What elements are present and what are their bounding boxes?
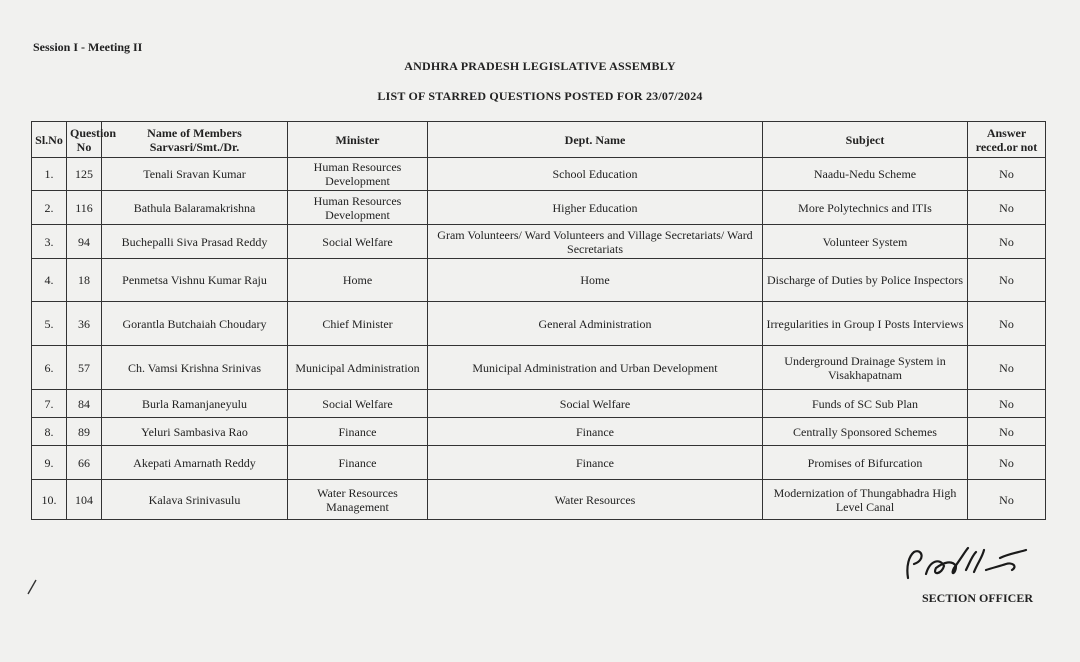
cell-member: Penmetsa Vishnu Kumar Raju <box>102 259 288 302</box>
cell-qno: 104 <box>67 480 102 520</box>
cell-minister: Finance <box>288 418 428 446</box>
cell-answer: No <box>968 302 1046 346</box>
cell-qno: 94 <box>67 225 102 259</box>
cell-subject: Centrally Sponsored Schemes <box>763 418 968 446</box>
cell-answer: No <box>968 446 1046 480</box>
header-members <box>102 122 288 158</box>
header-question-no: Question No <box>67 122 102 158</box>
questions-table <box>31 121 1046 520</box>
signature <box>900 538 1065 590</box>
table-row <box>32 446 1046 480</box>
header-members-line1: Name of Members <box>147 125 242 140</box>
cell-qno: 57 <box>67 346 102 390</box>
cell-answer: No <box>968 259 1046 302</box>
cell-member: Buchepalli Siva Prasad Reddy <box>102 225 288 259</box>
assembly-title: ANDHRA PRADESH LEGISLATIVE ASSEMBLY <box>404 59 676 73</box>
cell-member: Kalava Srinivasulu <box>102 480 288 520</box>
cell-answer: No <box>968 191 1046 225</box>
header-sl-no: Sl.No <box>32 122 67 158</box>
table-row <box>32 302 1046 346</box>
table-body <box>32 158 1046 520</box>
cell-member: Gorantla Butchaiah Choudary <box>102 302 288 346</box>
cell-minister: Municipal Administration <box>288 346 428 390</box>
cell-answer: No <box>968 390 1046 418</box>
cell-sl: 7. <box>32 390 67 418</box>
cell-member: Ch. Vamsi Krishna Srinivas <box>102 346 288 390</box>
header-minister: Minister <box>288 122 428 158</box>
cell-dept: Higher Education <box>428 191 763 225</box>
cell-dept: Social Welfare <box>428 390 763 418</box>
cell-minister: Social Welfare <box>288 390 428 418</box>
header-answer: Answer reced.or not <box>968 122 1046 158</box>
cell-dept: Finance <box>428 446 763 480</box>
cell-answer: No <box>968 480 1046 520</box>
table-row <box>32 390 1046 418</box>
cell-subject: Naadu-Nedu Scheme <box>763 158 968 191</box>
cell-minister: Human Resources Development <box>288 191 428 225</box>
cell-subject: Modernization of Thungabhadra High Level Canal <box>763 480 968 520</box>
table-row <box>32 225 1046 259</box>
cell-answer: No <box>968 158 1046 191</box>
header-subject: Subject <box>763 122 968 158</box>
cell-member: Burla Ramanjaneyulu <box>102 390 288 418</box>
header-members-line2: Sarvasri/Smt./Dr. <box>149 139 240 154</box>
stray-mark <box>26 578 38 596</box>
cell-sl: 4. <box>32 259 67 302</box>
table-row <box>32 259 1046 302</box>
cell-sl: 6. <box>32 346 67 390</box>
cell-sl: 1. <box>32 158 67 191</box>
cell-dept: Home <box>428 259 763 302</box>
cell-subject: Promises of Bifurcation <box>763 446 968 480</box>
cell-qno: 36 <box>67 302 102 346</box>
table-row <box>32 418 1046 446</box>
cell-dept: General Administration <box>428 302 763 346</box>
cell-minister: Finance <box>288 446 428 480</box>
section-officer-label: SECTION OFFICER <box>922 591 1034 605</box>
cell-member: Yeluri Sambasiva Rao <box>102 418 288 446</box>
cell-subject: Volunteer System <box>763 225 968 259</box>
header-dept: Dept. Name <box>428 122 763 158</box>
cell-answer: No <box>968 225 1046 259</box>
cell-member: Tenali Sravan Kumar <box>102 158 288 191</box>
session-label: Session I - Meeting II <box>33 40 143 54</box>
list-title: LIST OF STARRED QUESTIONS POSTED FOR 23/07/2024 <box>377 89 703 103</box>
cell-sl: 10. <box>32 480 67 520</box>
cell-qno: 125 <box>67 158 102 191</box>
cell-qno: 66 <box>67 446 102 480</box>
cell-qno: 89 <box>67 418 102 446</box>
cell-dept: Gram Volunteers/ Ward Volunteers and Village Secretariats/ Ward Secretariats <box>428 225 763 259</box>
table-row <box>32 480 1046 520</box>
cell-subject: Discharge of Duties by Police Inspectors <box>763 259 968 302</box>
cell-dept: Municipal Administration and Urban Development <box>428 346 763 390</box>
cell-dept: School Education <box>428 158 763 191</box>
cell-answer: No <box>968 346 1046 390</box>
cell-qno: 84 <box>67 390 102 418</box>
cell-minister: Water Resources Management <box>288 480 428 520</box>
cell-subject: More Polytechnics and ITIs <box>763 191 968 225</box>
cell-sl: 5. <box>32 302 67 346</box>
cell-minister: Home <box>288 259 428 302</box>
cell-sl: 9. <box>32 446 67 480</box>
cell-answer: No <box>968 418 1046 446</box>
cell-subject: Underground Drainage System in Visakhapatnam <box>763 346 968 390</box>
table-row <box>32 346 1046 390</box>
cell-member: Bathula Balaramakrishna <box>102 191 288 225</box>
table-row <box>32 158 1046 191</box>
cell-minister: Social Welfare <box>288 225 428 259</box>
cell-dept: Water Resources <box>428 480 763 520</box>
table-row <box>32 191 1046 225</box>
cell-qno: 18 <box>67 259 102 302</box>
cell-sl: 2. <box>32 191 67 225</box>
cell-dept: Finance <box>428 418 763 446</box>
cell-subject: Irregularities in Group I Posts Interviews <box>763 302 968 346</box>
cell-sl: 3. <box>32 225 67 259</box>
cell-qno: 116 <box>67 191 102 225</box>
cell-sl: 8. <box>32 418 67 446</box>
cell-minister: Human Resources Development <box>288 158 428 191</box>
cell-minister: Chief Minister <box>288 302 428 346</box>
table-header-row <box>32 122 1046 158</box>
cell-subject: Funds of SC Sub Plan <box>763 390 968 418</box>
cell-member: Akepati Amarnath Reddy <box>102 446 288 480</box>
